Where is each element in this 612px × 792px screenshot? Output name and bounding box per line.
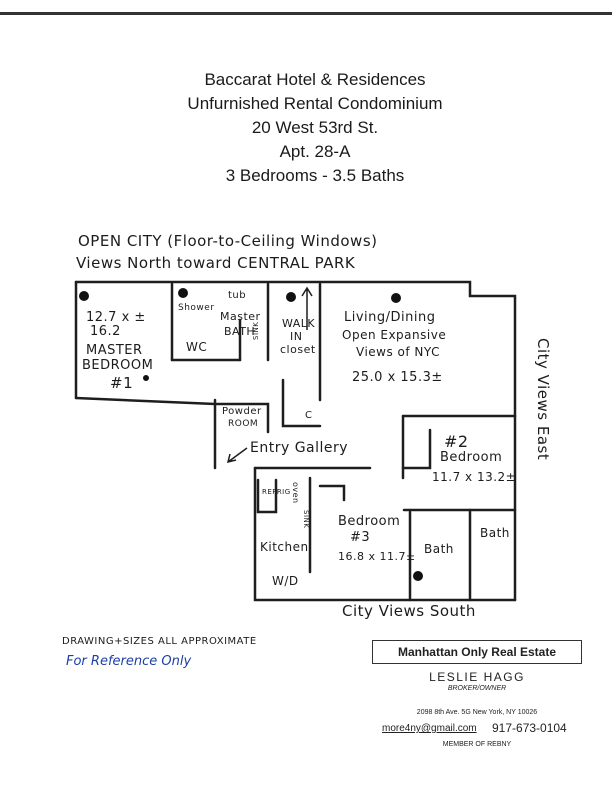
master-name-1: MASTER (86, 343, 143, 358)
column-dot (178, 288, 188, 298)
powder-room-label-2: ROOM (228, 419, 259, 429)
rebny-membership: MEMBER OF REBNY (442, 741, 512, 748)
bedroom3-name: Bedroom (338, 514, 401, 529)
wall-bed2-closet (403, 430, 430, 468)
east-views-note: City Views East (534, 338, 552, 461)
wall-master-south (76, 398, 215, 404)
closet-c-label: C (305, 410, 313, 421)
master-dims-2: 16.2 (90, 324, 121, 339)
column-dot (79, 291, 89, 301)
north-views-note: Views North toward CENTRAL PARK (76, 254, 356, 272)
washer-dryer-label: W/D (272, 574, 299, 588)
bedroom2-dims: 11.7 x 13.2± (432, 470, 517, 484)
wall-closet-c (283, 380, 320, 426)
entry-gallery-label: Entry Gallery (250, 440, 349, 456)
bath-label: Bath (480, 526, 510, 540)
refrigerator-label: REFRIG (262, 488, 291, 496)
column-dot (413, 571, 423, 581)
living-dims: 25.0 x 15.3± (352, 370, 443, 385)
south-views-note: City Views South (342, 602, 476, 620)
bedroom3-dims: 16.8 x 11.7± (338, 550, 416, 563)
walk-in-label-2: IN (290, 330, 303, 343)
agent-name: LESLIE HAGG (429, 670, 525, 684)
walk-in-label-3: closet (280, 343, 316, 356)
bedroom2-name: Bedroom (440, 450, 503, 465)
kitchen-label: Kitchen (260, 540, 309, 554)
agent-phone: 917-673-0104 (492, 721, 567, 735)
apartment-number: Apt. 28-A (279, 142, 351, 161)
living-label-1: Living/Dining (344, 310, 436, 325)
agency-name-box (372, 640, 582, 664)
column-dot (143, 375, 149, 381)
building-name: Baccarat Hotel & Residences (204, 70, 426, 89)
agent-title: BROKER/OWNER (447, 685, 507, 692)
oven-label: oven (291, 482, 300, 504)
sink-label: SINK (252, 321, 260, 340)
tub-label: tub (228, 290, 247, 301)
column-dot (286, 292, 296, 302)
reference-only-note: For Reference Only (66, 654, 192, 669)
bed-bath-count: 3 Bedrooms - 3.5 Baths (225, 166, 405, 185)
fridge-outline (258, 480, 276, 512)
living-label-3: Views of NYC (356, 345, 440, 359)
powder-room-label-1: Powder (222, 406, 262, 417)
shower-label: Shower (178, 303, 215, 313)
bedroom3-number: #3 (350, 530, 371, 545)
master-bath-label-2: BATH (224, 325, 256, 338)
street-address: 20 West 53rd St. (251, 118, 379, 137)
wc-label: WC (186, 340, 208, 354)
wall-bed3-closet (320, 486, 344, 500)
master-number: #1 (110, 374, 134, 392)
living-label-2: Open Expansive (342, 328, 447, 342)
kitchen-sink-label: SINK (302, 510, 310, 529)
master-name-2: BEDROOM (82, 358, 154, 373)
rental-type: Unfurnished Rental Condominium (187, 94, 443, 113)
entry-arrow (228, 448, 247, 462)
agency-address: 2098 8th Ave. 5G New York, NY 10026 (416, 709, 538, 716)
agent-email[interactable]: more4ny@gmail.com (382, 723, 477, 734)
column-dot (391, 293, 401, 303)
bedroom2-number: #2 (444, 432, 469, 451)
walk-in-label-1: WALK (282, 317, 316, 330)
agency-name: Manhattan Only Real Estate (397, 645, 557, 659)
approximate-disclaimer: DRAWING+SIZES ALL APPROXIMATE (62, 636, 257, 647)
master-bath-label-1: Master (220, 310, 261, 323)
bedroom3-bath-label: Bath (424, 542, 454, 556)
master-dims-1: 12.7 x ± (86, 310, 146, 325)
north-windows-note: OPEN CITY (Floor-to-Ceiling Windows) (78, 232, 378, 250)
